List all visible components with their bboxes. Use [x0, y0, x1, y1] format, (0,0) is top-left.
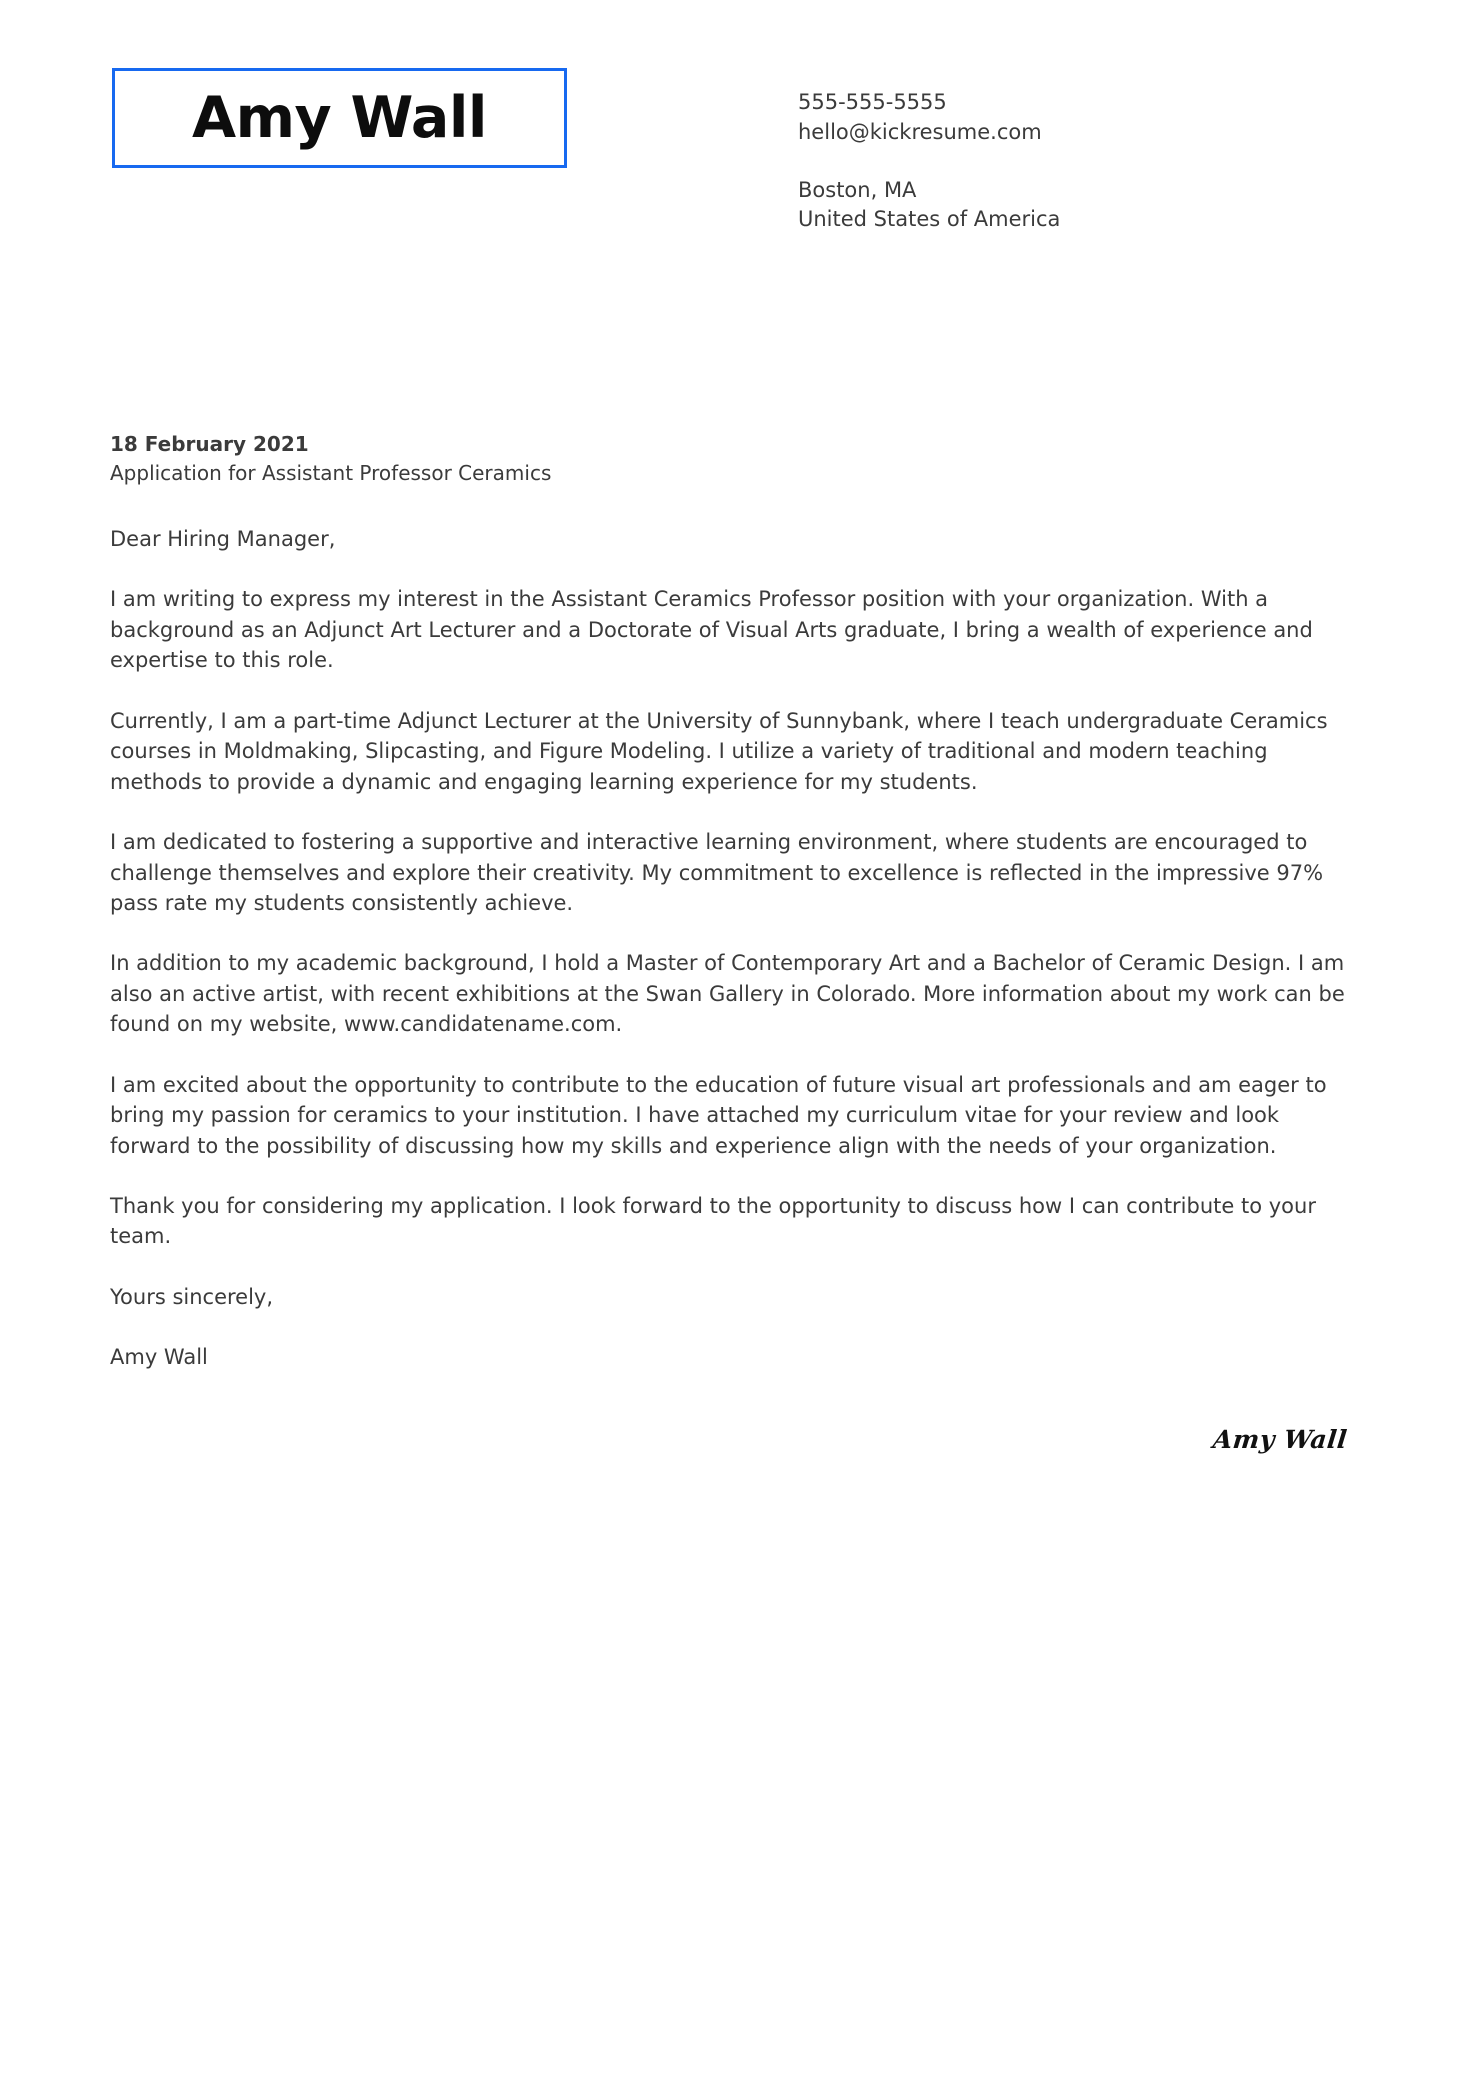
contact-email[interactable]: hello@kickresume.com: [798, 119, 1042, 144]
letter-paragraph: I am excited about the opportunity to contribute to the education of future visual art professionals and am eager to bring my passion for ceramics to your institution. I have attached my curriculum vitae for your review and look forward to the possibility of discussing how my skills and experience align with the needs of your organization.: [110, 1072, 1327, 1158]
letter-paragraph: Currently, I am a part-time Adjunct Lecturer at the University of Sunnybank, where I teach undergraduate Ceramics courses in Moldmaking, Slipcasting, and Figure Modeling. I utilize a variety of traditional and modern teaching methods to provide a dynamic and engaging learning experience for my students.: [110, 708, 1328, 794]
candidate-name: Amy Wall: [192, 84, 487, 151]
letter-signer-name: Amy Wall: [110, 1345, 208, 1370]
name-box: [112, 68, 567, 168]
letter-body: [110, 430, 1365, 1454]
contact-country: United States of America: [798, 207, 1061, 232]
letter-subject: Application for Assistant Professor Ceramics: [110, 461, 552, 485]
contact-block: [798, 88, 1060, 235]
letter-date: 18 February 2021: [110, 432, 309, 456]
letter-paragraph: I am writing to express my interest in the Assistant Ceramics Professor position with your organization. With a background as an Adjunct Art Lecturer and a Doctorate of Visual Arts graduate, I bring a wealth of experience and expertise to this role.: [110, 587, 1313, 673]
letter-paragraph: Thank you for considering my application. I look forward to the opportunity to discuss how I can contribute to your team.: [110, 1194, 1316, 1249]
handwritten-signature: Amy Wall: [1211, 1424, 1349, 1454]
letter-header: [0, 0, 1468, 300]
signature-area: [110, 1425, 1365, 1454]
contact-spacer: [798, 148, 1060, 176]
contact-city-state: Boston, MA: [798, 177, 917, 202]
letter-paragraph: I am dedicated to fostering a supportive and interactive learning environment, where students are encouraged to challenge themselves and explore their creativity. My commitment to excellence is reflected in the impressive 97% pass rate my students consistently achieve.: [110, 830, 1324, 915]
letter-paragraph: In addition to my academic background, I hold a Master of Contemporary Art and a Bachelor of Ceramic Design. I am also an active artist, with recent exhibitions at the Swan Gallery in Colorado. More information about my work can be found on my website, www.candidatename.com.: [110, 951, 1345, 1037]
contact-phone[interactable]: 555-555-5555: [798, 90, 947, 114]
letter-closing: Yours sincerely,: [110, 1284, 274, 1309]
letter-salutation: Dear Hiring Manager,: [110, 527, 336, 551]
